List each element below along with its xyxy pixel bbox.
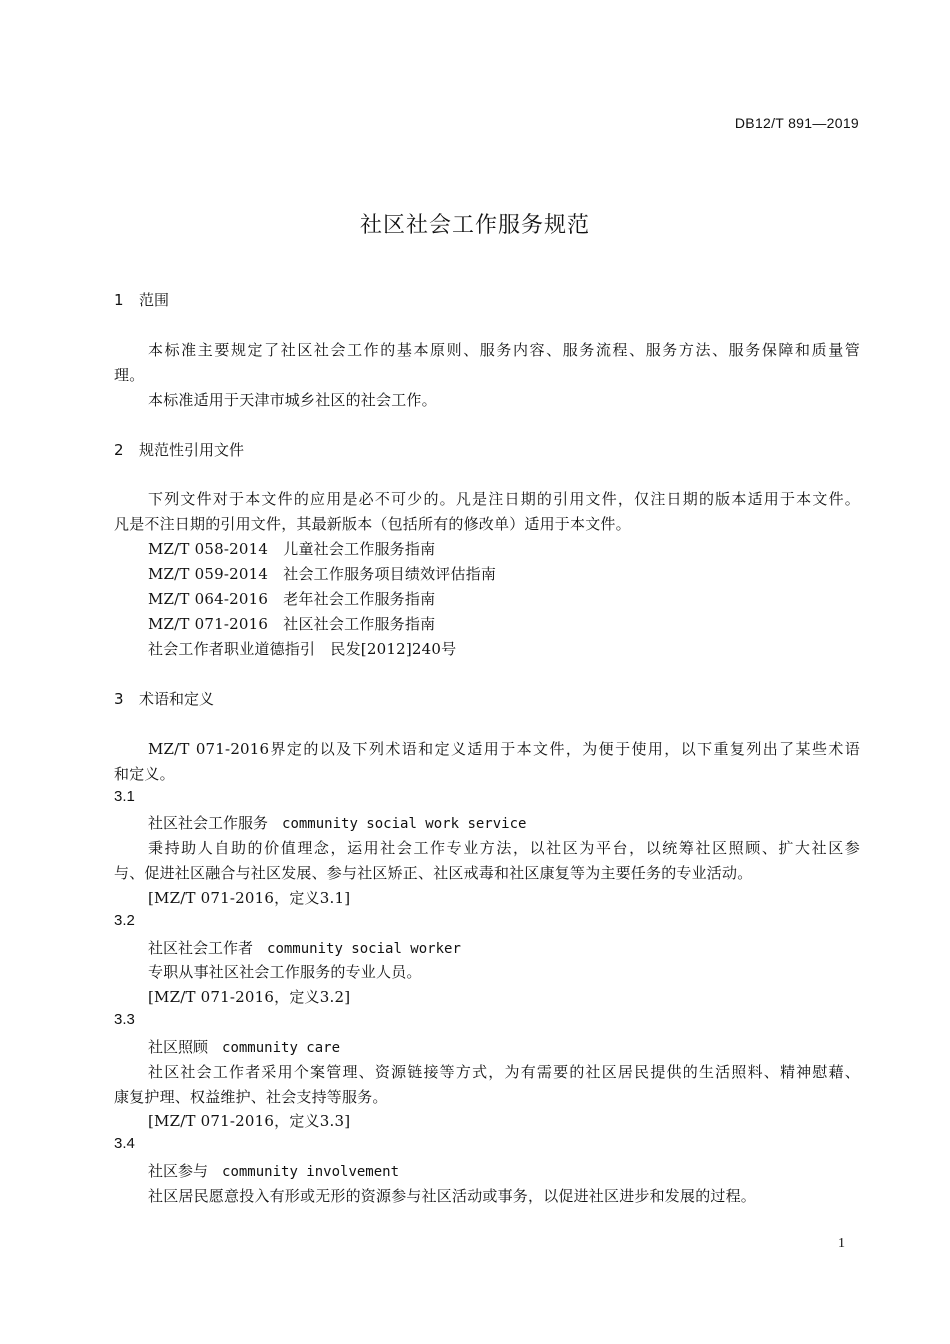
term-english: community care: [222, 1040, 341, 1056]
document-title: 社区社会工作服务规范: [359, 213, 590, 238]
reference-item: MZ/T 064-2016 老年社会工作服务指南: [148, 590, 436, 608]
section-3-heading: [114, 688, 214, 709]
term-definition-line-1: 社区居民愿意投入有形或无形的资源参与社区活动或事务，以促进社区进步和发展的过程。: [148, 1187, 757, 1205]
scope-applicability: 本标准适用于天津市城乡社区的社会工作。: [148, 391, 437, 409]
scope-paragraph-line-2: 理。: [114, 366, 145, 384]
term-heading: [148, 937, 461, 958]
reference-item: MZ/T 059-2014 社会工作服务项目绩效评估指南: [148, 565, 497, 583]
term-definition-line-1: 秉持助人自助的价值理念，运用社会工作专业方法，以社区为平台，以统筹社区照顾、扩大社区参: [148, 839, 860, 857]
terms-intro-line-2: 和定义。: [114, 765, 175, 783]
section-number: 1: [114, 291, 124, 309]
references-intro-line-2: 凡是不注日期的引用文件，其最新版本（包括所有的修改单）适用于本文件。: [114, 515, 631, 533]
term-heading: [148, 1036, 340, 1057]
term-number: 3.3: [114, 1011, 135, 1028]
reference-item: MZ/T 071-2016 社区社会工作服务指南: [148, 615, 436, 633]
term-source: [MZ/T 071-2016，定义3.1]: [148, 889, 351, 907]
term-number: 3.4: [114, 1135, 135, 1152]
section-number: 3: [114, 690, 124, 708]
term-english: community social worker: [267, 941, 461, 957]
term-chinese: 社区社会工作者: [148, 939, 254, 957]
section-2-heading: [114, 439, 244, 460]
section-title: 规范性引用文件: [139, 441, 245, 459]
section-number: 2: [114, 441, 124, 459]
term-source: [MZ/T 071-2016，定义3.2]: [148, 988, 351, 1006]
term-chinese: 社区参与: [148, 1162, 209, 1180]
section-title: 术语和定义: [139, 690, 215, 708]
reference-item: 社会工作者职业道德指引 民发[2012]240号: [148, 640, 457, 658]
term-number: 3.2: [114, 912, 135, 929]
term-number: 3.1: [114, 788, 135, 805]
document-code: DB12/T 891—2019: [734, 115, 859, 131]
term-chinese: 社区照顾: [148, 1038, 209, 1056]
section-1-heading: [114, 289, 169, 310]
reference-item: MZ/T 058-2014 儿童社会工作服务指南: [148, 540, 436, 558]
section-title: 范围: [139, 291, 170, 309]
page-number: 1: [838, 1236, 845, 1251]
references-intro-line-1: 下列文件对于本文件的应用是必不可少的。凡是注日期的引用文件，仅注日期的版本适用于本文件。: [148, 490, 860, 508]
term-english: community involvement: [222, 1164, 400, 1180]
term-chinese: 社区社会工作服务: [148, 814, 269, 832]
terms-intro-line-1: MZ/T 071-2016界定的以及下列术语和定义适用于本文件，为便于使用，以下重复列出了某些术语: [148, 740, 860, 758]
term-heading: [148, 812, 526, 833]
term-definition-line-2: 与、促进社区融合与社区发展、参与社区矫正、社区戒毒和社区康复等为主要任务的专业活动。: [114, 864, 753, 882]
term-source: [MZ/T 071-2016，定义3.3]: [148, 1112, 351, 1130]
term-english: community social work service: [282, 816, 527, 832]
term-definition-line-2: 康复护理、权益维护、社会支持等服务。: [114, 1088, 388, 1106]
term-definition-line-1: 社区社会工作者采用个案管理、资源链接等方式，为有需要的社区居民提供的生活照料、精神慰藉、: [148, 1063, 860, 1081]
scope-paragraph-line-1: 本标准主要规定了社区社会工作的基本原则、服务内容、服务流程、服务方法、服务保障和质量管: [148, 341, 860, 359]
term-heading: [148, 1160, 399, 1181]
term-definition-line-1: 专职从事社区社会工作服务的专业人员。: [148, 963, 422, 981]
